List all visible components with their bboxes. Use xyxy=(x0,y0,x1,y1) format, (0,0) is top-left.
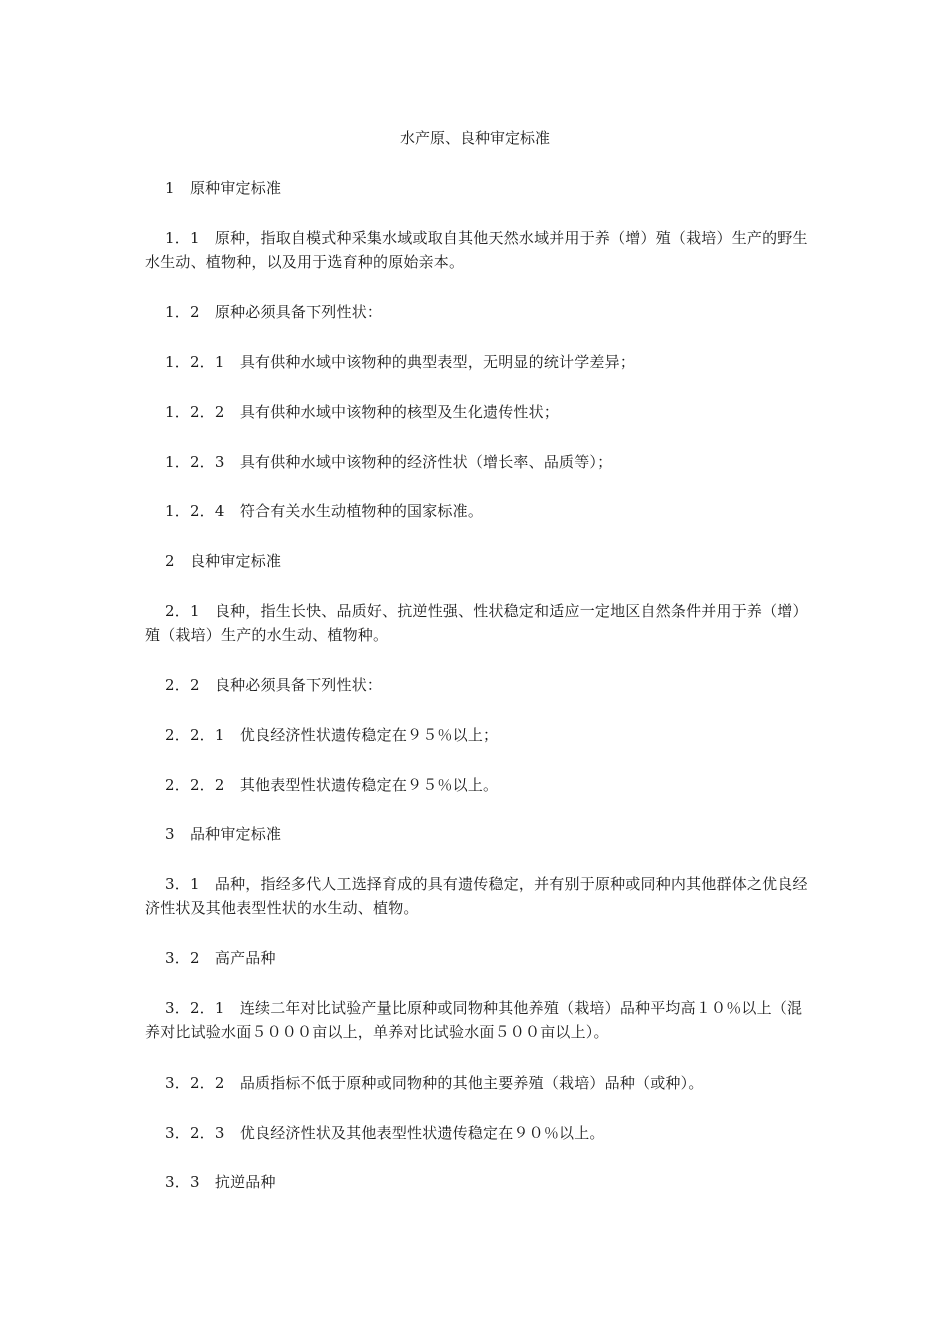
paragraph-2-2-2: 2．2．2 其他表型性状遗传稳定在９５％以上。 xyxy=(165,776,499,794)
section-1-heading: 1 原种审定标准 xyxy=(165,179,282,197)
document-title: 水产原、良种审定标准 xyxy=(399,129,550,147)
paragraph-2-2: 2．2 良种必须具备下列性状： xyxy=(165,676,383,694)
paragraph-3-2-3: 3．2．3 优良经济性状及其他表型性状遗传稳定在９０％以上。 xyxy=(165,1124,605,1142)
paragraph-1-2-1: 1．2．1 具有供种水域中该物种的典型表型，无明显的统计学差异； xyxy=(165,353,636,371)
section-3-heading: 3 品种审定标准 xyxy=(165,825,282,843)
paragraph-3-2-2: 3．2．2 品质指标不低于原种或同物种的其他主要养殖（栽培）品种（或种）。 xyxy=(165,1074,704,1092)
paragraph-1-1: 1．1 原种，指取自模式种采集水域或取自其他天然水域并用于养（增）殖（栽培）生产的野生水生动、植物种，以及用于选育种的原始亲本。 xyxy=(145,229,808,271)
paragraph-2-2-1: 2．2．1 优良经济性状遗传稳定在９５％以上； xyxy=(165,726,499,744)
section-2-heading: 2 良种审定标准 xyxy=(165,552,282,570)
paragraph-3-2-1: 3．2．1 连续二年对比试验产量比原种或同物种其他养殖（栽培）品种平均高１０％以上（混养对比试验水面５０００亩以上，单养对比试验水面５００亩以上）。 xyxy=(145,999,803,1041)
paragraph-1-2-4: 1．2．4 符合有关水生动植物种的国家标准。 xyxy=(165,502,484,520)
paragraph-3-3: 3．3 抗逆品种 xyxy=(165,1173,276,1191)
paragraph-1-2: 1．2 原种必须具备下列性状： xyxy=(165,303,383,321)
paragraph-1-2-3: 1．2．3 具有供种水域中该物种的经济性状（增长率、品质等）； xyxy=(165,453,613,471)
paragraph-3-2: 3．2 高产品种 xyxy=(165,949,276,967)
paragraph-1-2-2: 1．2．2 具有供种水域中该物种的核型及生化遗传性状； xyxy=(165,403,560,421)
paragraph-2-1: 2．1 良种，指生长快、品质好、抗逆性强、性状稳定和适应一定地区自然条件并用于养（增）殖（栽培）生产的水生动、植物种。 xyxy=(145,602,808,644)
paragraph-3-1: 3．1 品种，指经多代人工选择育成的具有遗传稳定，并有别于原种或同种内其他群体之优良经济性状及其他表型性状的水生动、植物。 xyxy=(145,875,808,917)
